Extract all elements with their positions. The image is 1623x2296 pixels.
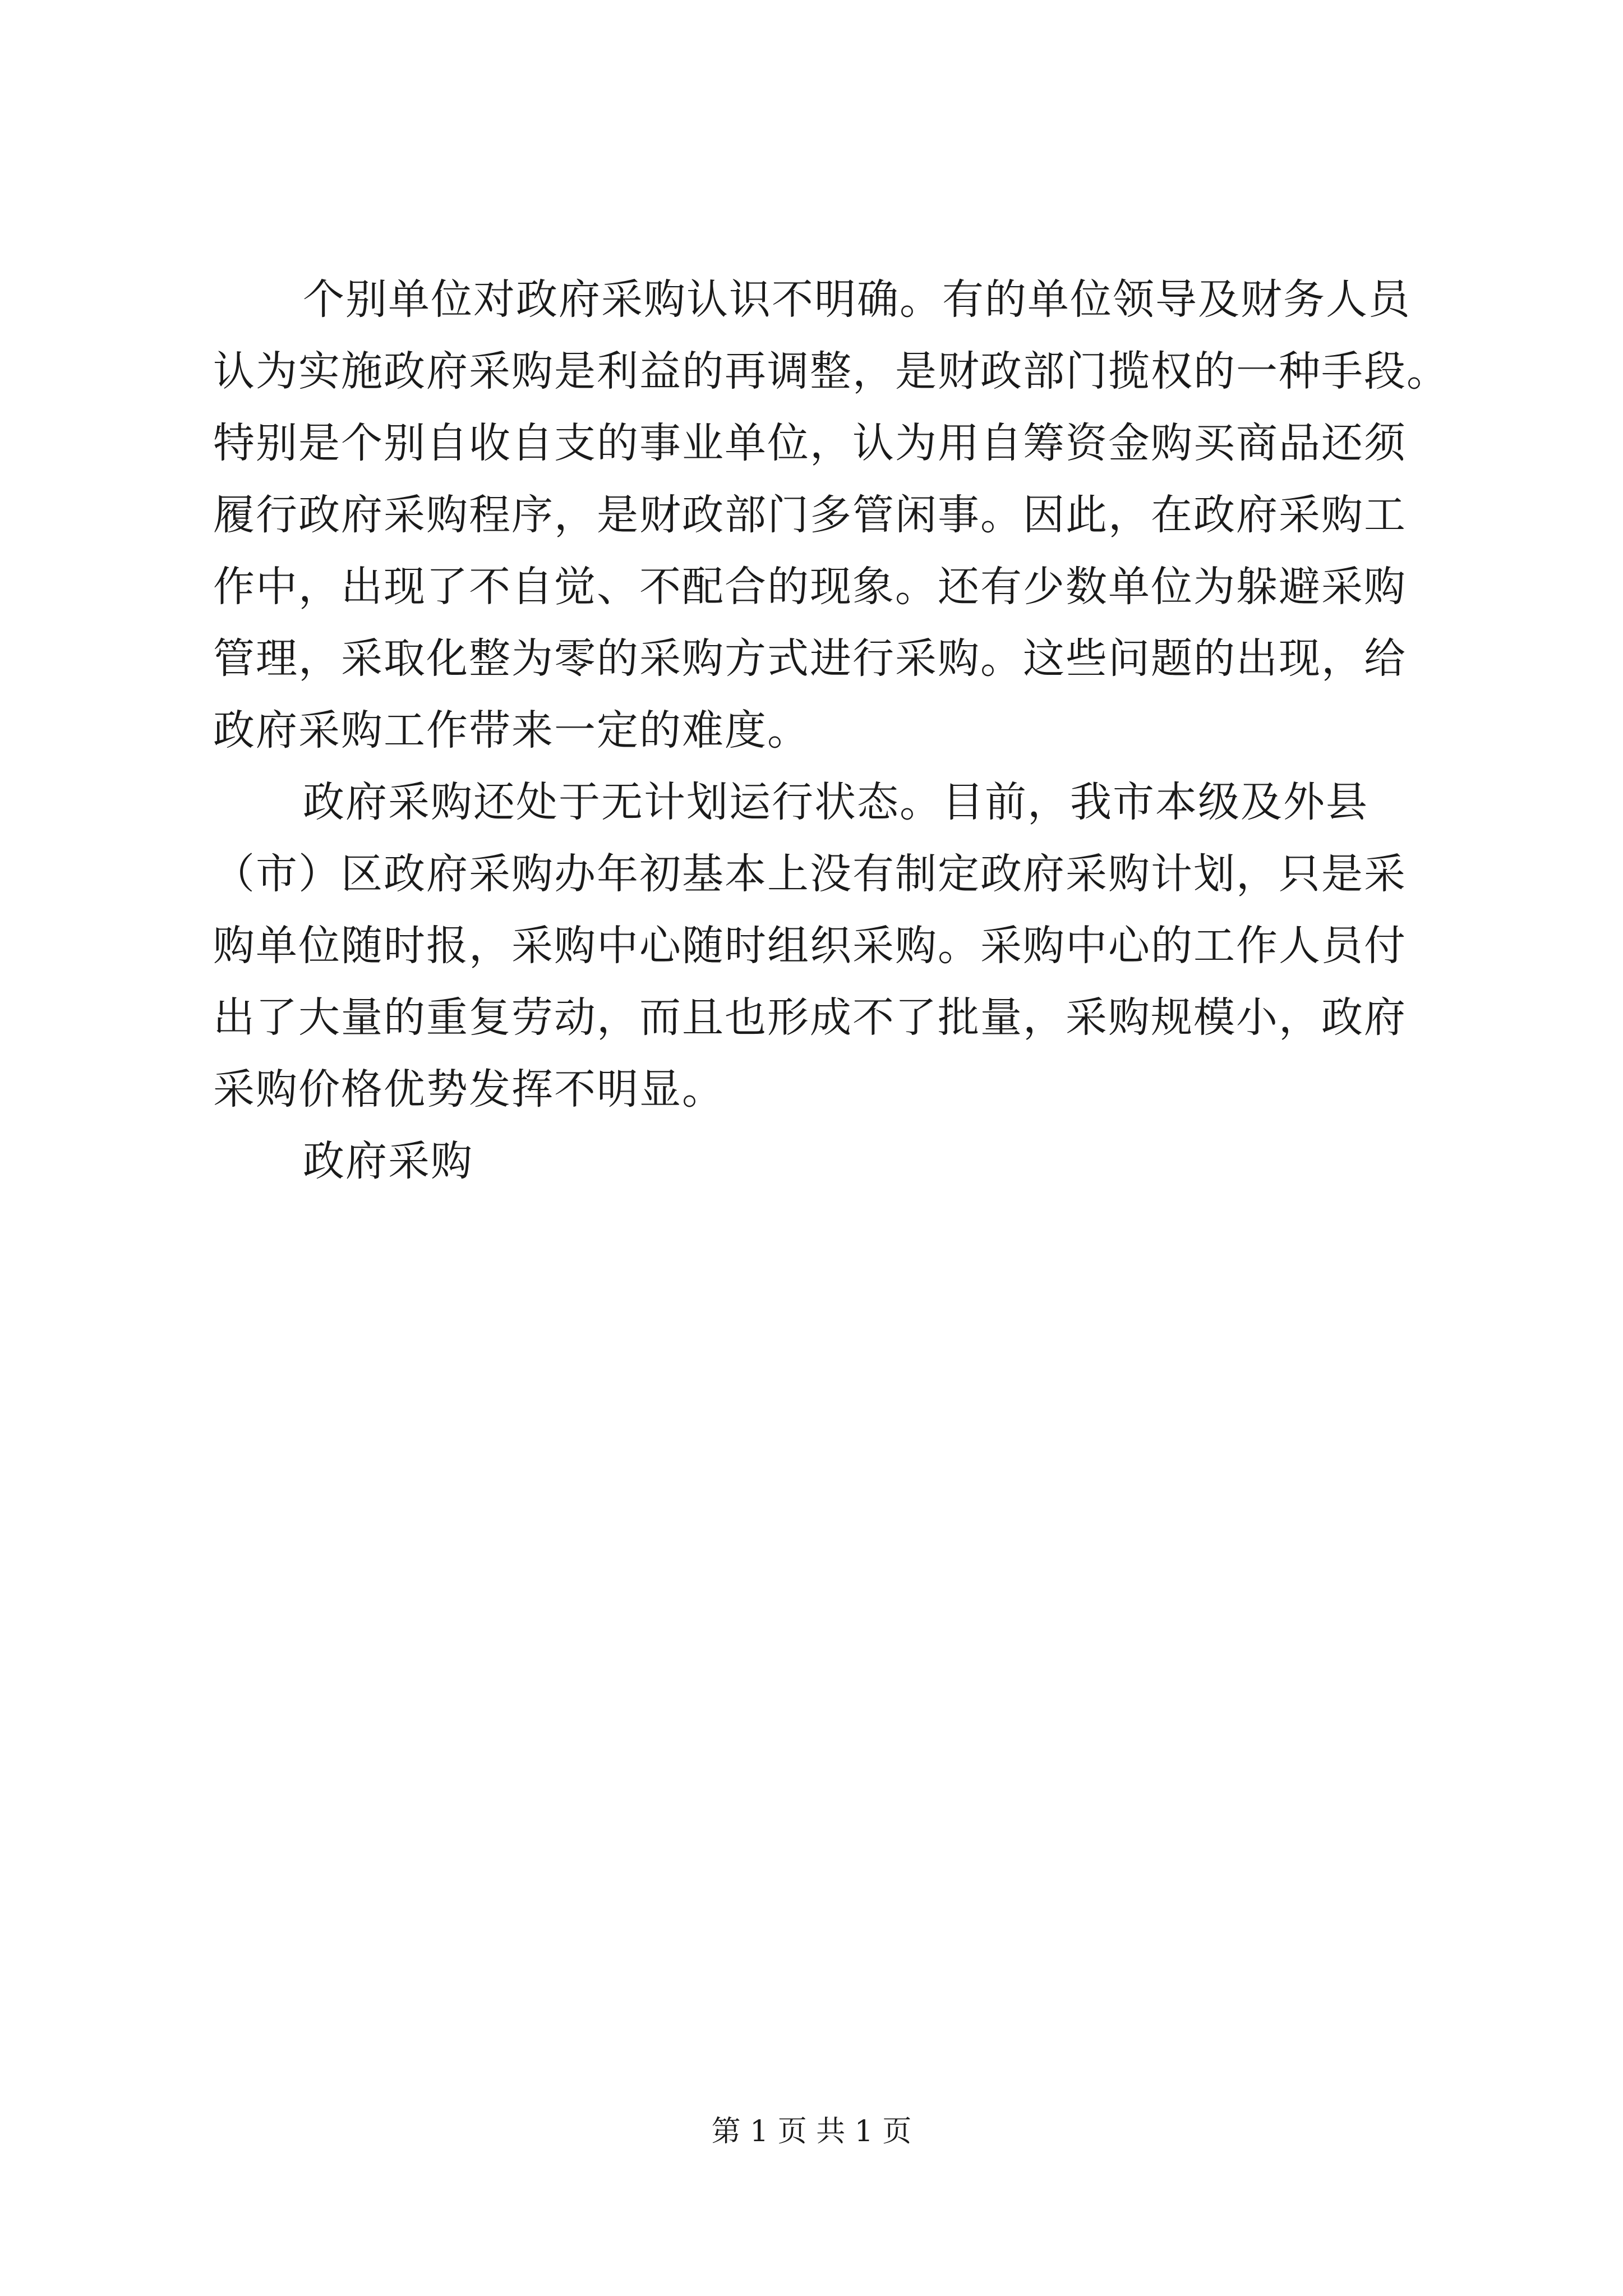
paragraph-line: 出了大量的重复劳动，而且也形成不了批量，采购规模小，政府 xyxy=(213,993,1407,1042)
paragraph-line: 政府采购还处于无计划运行状态。目前，我市本级及外县 xyxy=(303,778,1368,826)
paragraph-line: 购单位随时报，采购中心随时组织采购。采购中心的工作人员付 xyxy=(213,922,1407,970)
paragraph-line: 个别单位对政府采购认识不明确。有的单位领导及财务人员 xyxy=(303,275,1411,324)
paragraph-line: 管理，采取化整为零的采购方式进行采购。这些问题的出现，给 xyxy=(213,634,1407,683)
paragraph-line: 政府采购工作带来一定的难度。 xyxy=(213,706,810,754)
document-body xyxy=(213,264,1449,1197)
paragraph-line: 认为实施政府采购是利益的再调整，是财政部门揽权的一种手段。 xyxy=(213,347,1449,395)
paragraph-line: 履行政府采购程序，是财政部门多管闲事。因此，在政府采购工 xyxy=(213,491,1407,539)
paragraph-line: （市）区政府采购办年初基本上没有制定政府采购计划，只是采 xyxy=(213,850,1407,898)
paragraph-line: 特别是个别自收自支的事业单位，认为用自筹资金购买商品还须 xyxy=(213,419,1407,467)
page-number-footer: 第 1 页 共 1 页 xyxy=(711,2115,912,2148)
paragraph-line: 作中，出现了不自觉、不配合的现象。还有少数单位为躲避采购 xyxy=(213,563,1407,611)
paragraph-line: 采购价格优势发挥不明显。 xyxy=(213,1065,725,1114)
paragraph-line: 政府采购 xyxy=(303,1137,473,1185)
